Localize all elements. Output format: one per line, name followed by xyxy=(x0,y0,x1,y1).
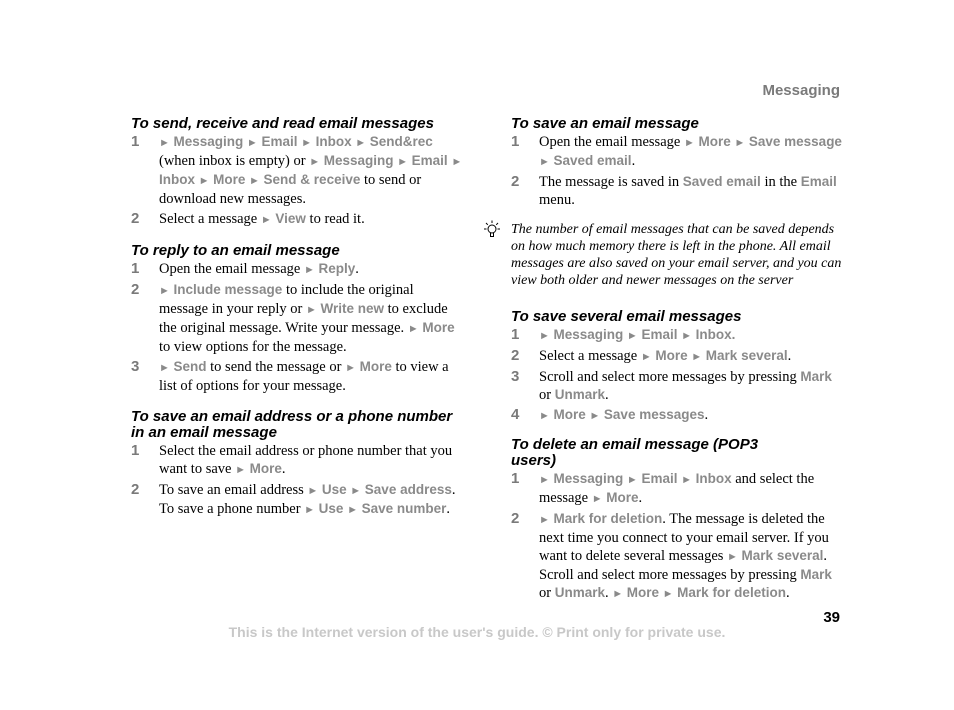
step: 3 Scroll and select more messages by pressing Mark or Unmark. xyxy=(511,368,832,403)
menu-key: Mark for deletion xyxy=(553,511,663,526)
step-number: 2 xyxy=(131,281,140,298)
menu-key: Write new xyxy=(320,301,385,316)
step: 2 ► Mark for deletion. The message is deleted the next time you connect to your email server. If you want to delete several messages ► Mark several. Scroll and select more messages by pressing Mark or Unmark. ► More ► Mark for deletion. xyxy=(511,510,832,601)
section-save-several xyxy=(511,309,843,425)
step: 1 ► Messaging ► Email ► Inbox ► Send&rec (when inbox is empty) or ► Messaging ► Email ► Inbox ► More ► Send & receive to send or download new messages. xyxy=(131,133,463,207)
menu-key: Email xyxy=(641,327,678,342)
menu-key: Send xyxy=(173,359,207,374)
step: 1 Select the email address or phone number that you want to save ► More. xyxy=(131,442,453,477)
menu-key: Email xyxy=(641,471,678,486)
menu-key: More xyxy=(422,320,455,335)
menu-key: Messaging xyxy=(173,134,244,149)
step-number: 2 xyxy=(131,210,140,227)
menu-key: Messaging xyxy=(553,471,624,486)
section-title: To delete an email message (POP3 users) xyxy=(511,436,759,469)
section-title: To save several email messages xyxy=(511,308,742,325)
section-title: To send, receive and read email messages xyxy=(131,115,434,132)
right-column xyxy=(511,116,843,605)
menu-key: More xyxy=(249,461,282,476)
menu-key: Save number xyxy=(361,501,447,516)
step: 3 ► Send to send the message or ► More to view a list of options for your message. xyxy=(131,358,449,394)
menu-key: Saved email xyxy=(682,174,761,189)
lightbulb-icon xyxy=(481,219,503,241)
step-number: 2 xyxy=(511,347,520,364)
menu-key: Send & receive xyxy=(263,172,361,187)
menu-key: Messaging xyxy=(553,327,624,342)
menu-key: Messaging xyxy=(323,153,394,168)
tip-note xyxy=(511,221,843,289)
menu-key: More xyxy=(213,172,246,187)
menu-key: More xyxy=(698,134,731,149)
menu-key: Inbox xyxy=(695,471,732,486)
menu-key: More xyxy=(553,407,586,422)
menu-key: Saved email xyxy=(553,153,632,168)
menu-key: Mark xyxy=(800,369,832,384)
step: 2 Select a message ► More ► Mark several. xyxy=(511,347,792,364)
section-title: To reply to an email message xyxy=(131,242,340,259)
menu-key: Email xyxy=(800,174,837,189)
menu-key: More xyxy=(606,490,639,505)
section-title: To save an email address or a phone number in an email message xyxy=(131,408,453,441)
step: 2 ► Include message to include the original message in your reply or ► Write new to exclude the original message. Write your message. ► More to view options for the message. xyxy=(131,281,455,355)
menu-key: Mark several xyxy=(705,348,788,363)
menu-key: Send&rec xyxy=(369,134,433,149)
menu-key: More xyxy=(626,585,660,600)
menu-key: Inbox. xyxy=(695,327,736,342)
left-column xyxy=(131,116,466,521)
section-save-address xyxy=(131,409,466,519)
step: 2 The message is saved in Saved email in the Email menu. xyxy=(511,173,837,208)
menu-key: Save message xyxy=(748,134,842,149)
menu-key: Mark several xyxy=(741,548,824,563)
step-number: 1 xyxy=(511,470,520,487)
step-number: 3 xyxy=(511,368,520,385)
step: 1 Open the email message ► More ► Save message ► Saved email. xyxy=(511,133,842,169)
section-send-receive xyxy=(131,116,466,229)
step-number: 3 xyxy=(131,358,140,375)
menu-key: More xyxy=(655,348,688,363)
step: 1 ► Messaging ► Email ► Inbox. xyxy=(511,326,736,343)
menu-key: Mark xyxy=(800,567,832,582)
menu-key: Save address xyxy=(364,482,452,497)
step-number: 1 xyxy=(131,260,140,277)
menu-key: Inbox xyxy=(159,172,195,187)
step-number: 1 xyxy=(511,326,520,343)
section-title: To save an email message xyxy=(511,115,699,132)
step-number: 1 xyxy=(131,442,140,459)
step: 2 Select a message ► View to read it. xyxy=(131,210,365,227)
step-number: 2 xyxy=(511,510,520,527)
step-number: 2 xyxy=(511,173,520,190)
step-number: 1 xyxy=(511,133,520,150)
step: 2 To save an email address ► Use ► Save address. To save a phone number ► Use ► Save number. xyxy=(131,481,456,517)
menu-key: Include message xyxy=(173,282,283,297)
menu-key: Use xyxy=(321,482,347,497)
section-save-email xyxy=(511,116,843,209)
page-number: 39 xyxy=(823,609,840,626)
step: 1 Open the email message ► Reply. xyxy=(131,260,359,277)
step-number: 4 xyxy=(511,406,520,423)
step: 1 ► Messaging ► Email ► Inbox and select the message ► More. xyxy=(511,470,815,506)
menu-key: Mark for deletion xyxy=(677,585,786,600)
step-number: 2 xyxy=(131,481,140,498)
menu-key: More xyxy=(359,359,392,374)
section-reply xyxy=(131,243,466,395)
menu-key: Unmark xyxy=(554,585,605,600)
menu-key: Email xyxy=(411,153,448,168)
menu-key: View xyxy=(275,211,306,226)
step: 4 ► More ► Save messages. xyxy=(511,406,709,423)
section-header: Messaging xyxy=(762,82,840,99)
tip-text: The number of email messages that can be saved depends on how much memory there is left in the phone. All email messages are also saved on your email server, and you can view both older and newer messages on the server xyxy=(511,222,842,288)
menu-key: Use xyxy=(318,501,344,516)
menu-key: Email xyxy=(261,134,298,149)
menu-key: Save messages xyxy=(603,407,705,422)
menu-key: Unmark xyxy=(554,387,605,402)
menu-key: Reply xyxy=(318,261,356,276)
menu-key: Inbox xyxy=(315,134,352,149)
footer-notice: This is the Internet version of the user's guide. © Print only for private use. xyxy=(228,624,726,640)
section-delete-email xyxy=(511,437,843,603)
step-number: 1 xyxy=(131,133,140,150)
